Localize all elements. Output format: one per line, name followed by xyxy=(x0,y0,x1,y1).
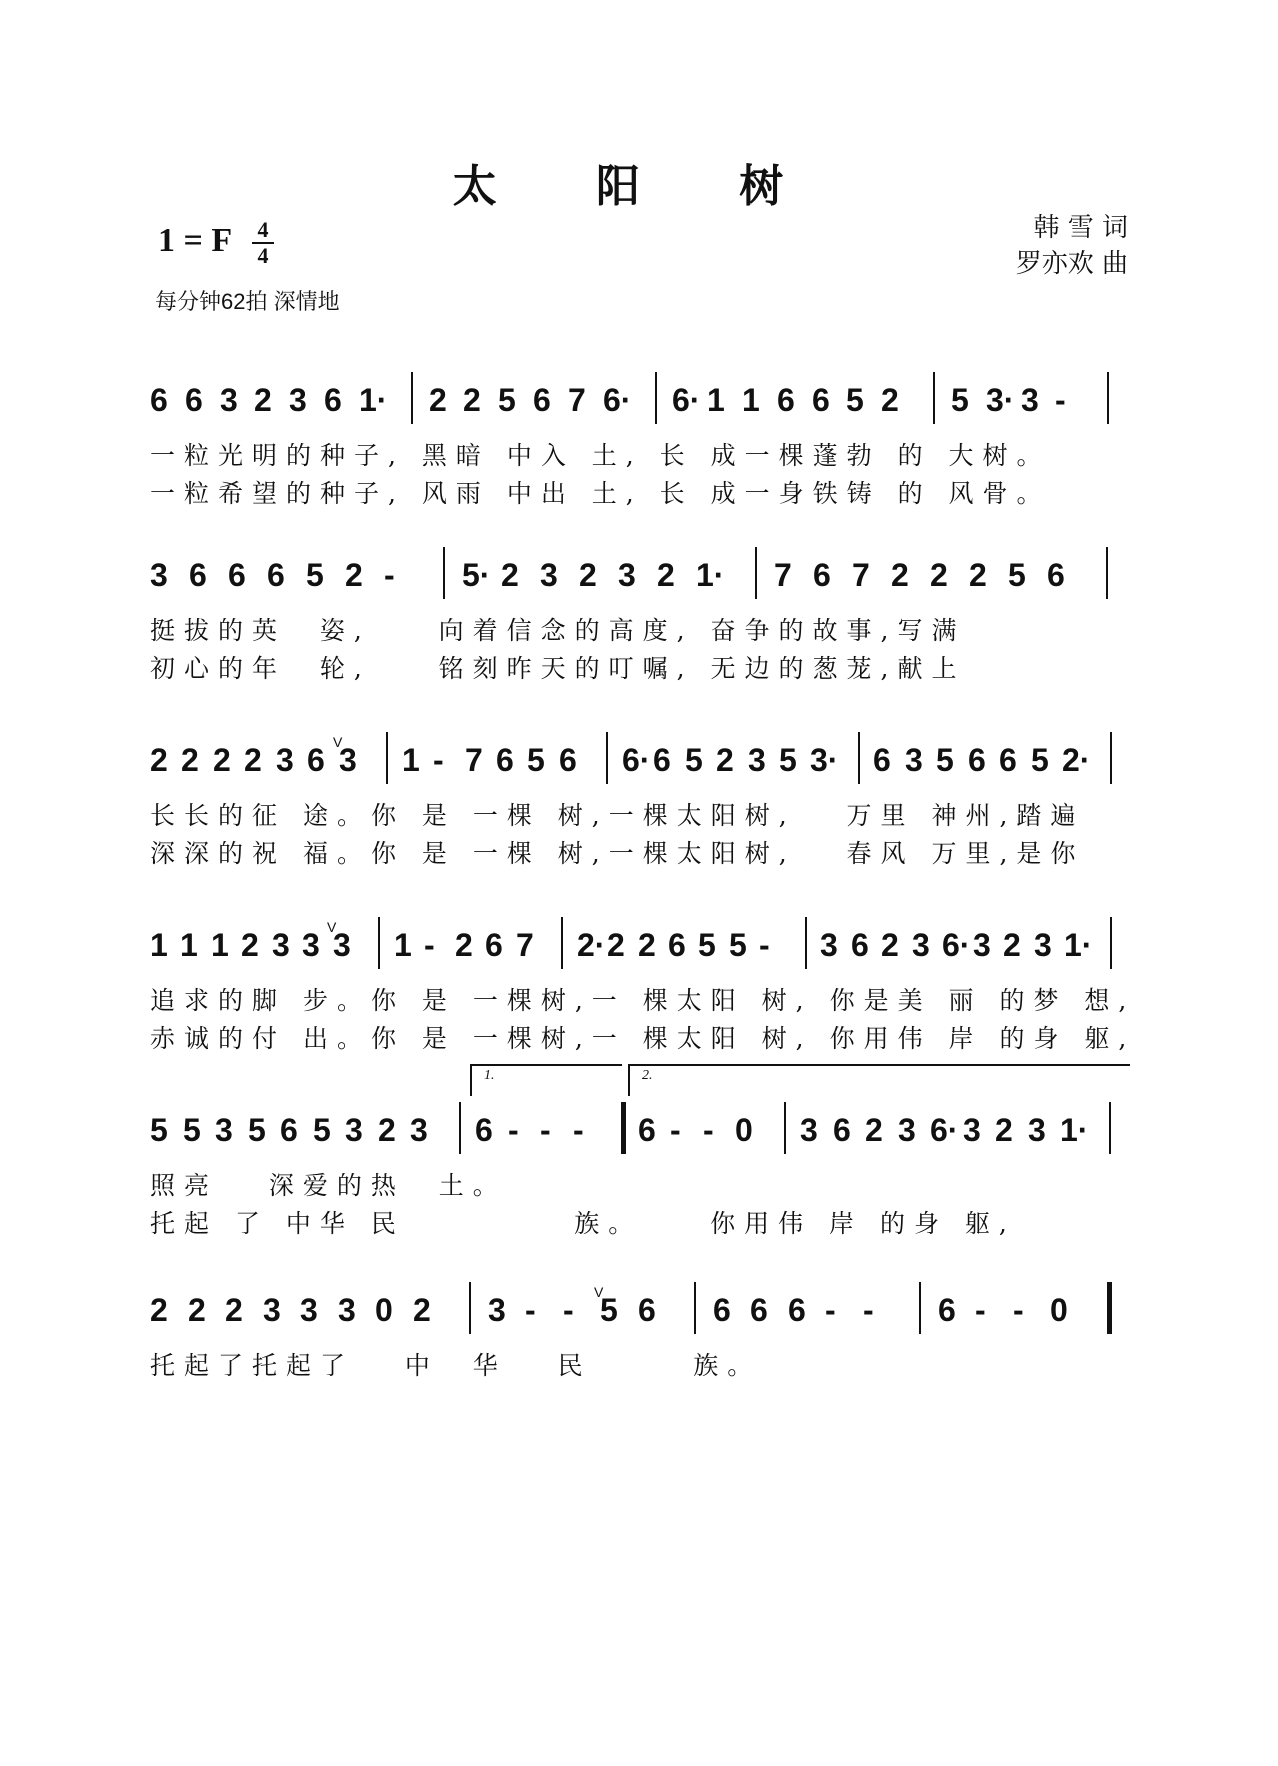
note: 0 xyxy=(375,1292,393,1328)
barline xyxy=(469,1282,471,1334)
note: 6 xyxy=(788,1292,806,1328)
note: 5 xyxy=(1031,742,1049,778)
note: 6 xyxy=(999,742,1017,778)
note: 2 xyxy=(881,927,899,963)
note: 6· xyxy=(622,742,651,778)
note: 3 xyxy=(289,382,307,418)
note: 3 xyxy=(215,1112,233,1148)
note: 1· xyxy=(696,557,725,593)
note: 5· xyxy=(462,557,491,593)
lyric-verse-2: 一粒希望的种子, 风雨 中出 土, 长 成一身铁铸 的 风骨。 xyxy=(150,479,1051,508)
note: 1 xyxy=(707,382,725,418)
song-title: 太 阳 树 xyxy=(452,161,826,212)
note: 1· xyxy=(1064,927,1093,963)
lyric-verse-1: 一粒光明的种子, 黑暗 中入 土, 长 成一棵蓬勃 的 大树。 xyxy=(150,441,1051,470)
barline xyxy=(621,1102,626,1154)
note: 6 xyxy=(475,1112,493,1148)
note-extension: - xyxy=(863,1292,874,1328)
breath-mark: V xyxy=(594,1284,604,1300)
note: 3 xyxy=(820,927,838,963)
note: 3 xyxy=(338,1292,356,1328)
note: 2· xyxy=(577,927,606,963)
note: 5 xyxy=(685,742,703,778)
note: 2 xyxy=(150,1292,168,1328)
breath-mark: V xyxy=(333,734,343,750)
score-row-1 xyxy=(150,380,1130,508)
barline xyxy=(411,372,413,424)
note: 1 xyxy=(394,927,412,963)
note: 6· xyxy=(942,927,971,963)
note: 6· xyxy=(603,382,632,418)
breath-mark: V xyxy=(327,919,337,935)
note: 2 xyxy=(241,927,259,963)
note: 2 xyxy=(969,557,987,593)
barline xyxy=(606,732,608,784)
lyric-verse-1: 长长的征 途。你 是 一棵 树,一棵太阳树, 万里 神州,踏遍 xyxy=(150,801,1085,830)
note: 6 xyxy=(777,382,795,418)
note-extension: - xyxy=(825,1292,836,1328)
note: 3 xyxy=(345,1112,363,1148)
lyricist: 韩 雪 词 xyxy=(1033,213,1128,243)
note: 6 xyxy=(813,557,831,593)
note-extension: - xyxy=(563,1292,574,1328)
note: 2 xyxy=(638,927,656,963)
note: 5 xyxy=(779,742,797,778)
note: 2 xyxy=(254,382,272,418)
key-signature: 1 = F xyxy=(158,222,233,259)
note: 5 xyxy=(951,382,969,418)
note: 6· xyxy=(930,1112,959,1148)
note: 3· xyxy=(986,382,1015,418)
barline xyxy=(1110,917,1112,969)
note: 5 xyxy=(183,1112,201,1148)
note: 6 xyxy=(280,1112,298,1148)
note: 6 xyxy=(496,742,514,778)
note: 2 xyxy=(607,927,625,963)
note: 3 xyxy=(410,1112,428,1148)
note: 1 xyxy=(402,742,420,778)
time-signature-bottom: 4 xyxy=(257,243,269,268)
note: 2 xyxy=(657,557,675,593)
note: 7 xyxy=(465,742,483,778)
note: 6 xyxy=(485,927,503,963)
note: 2 xyxy=(463,382,481,418)
note-extension: - xyxy=(975,1292,986,1328)
note: 3 xyxy=(333,927,351,963)
barline xyxy=(1109,1102,1111,1154)
note-extension: - xyxy=(703,1112,714,1148)
barline xyxy=(1107,1282,1112,1334)
note: 2 xyxy=(181,742,199,778)
barline xyxy=(933,372,935,424)
note: 5 xyxy=(527,742,545,778)
note: 5 xyxy=(729,927,747,963)
note: 6 xyxy=(968,742,986,778)
note: 2 xyxy=(413,1292,431,1328)
note-extension: - xyxy=(384,557,395,593)
note: 6 xyxy=(938,1292,956,1328)
note: 5 xyxy=(306,557,324,593)
note: 2 xyxy=(188,1292,206,1328)
note: 3 xyxy=(905,742,923,778)
barline xyxy=(655,372,657,424)
note: 6 xyxy=(324,382,342,418)
score-row-5 xyxy=(150,1068,1130,1238)
note: 0 xyxy=(735,1112,753,1148)
score-row-6 xyxy=(150,1284,1130,1380)
note: 2 xyxy=(579,557,597,593)
note: 3 xyxy=(276,742,294,778)
time-signature xyxy=(252,218,274,268)
note: 6 xyxy=(150,382,168,418)
note: 2 xyxy=(345,557,363,593)
note: 6 xyxy=(1047,557,1065,593)
note: 6 xyxy=(559,742,577,778)
lyric-verse-1: 照亮 深爱的热 土。 xyxy=(150,1171,507,1200)
note: 5 xyxy=(150,1112,168,1148)
note: 6 xyxy=(185,382,203,418)
lyric-verse-2: 托起 了 中华 民 族。 你用伟 岸 的身 躯, xyxy=(150,1209,1016,1238)
note: 7 xyxy=(516,927,534,963)
note: 6 xyxy=(851,927,869,963)
note-extension: - xyxy=(573,1112,584,1148)
barline xyxy=(386,732,388,784)
note: 2· xyxy=(1062,742,1091,778)
lyric-verse-2: 初心的年 轮, 铭刻昨天的叮嘱, 无边的葱茏,献上 xyxy=(150,654,966,683)
note: 3 xyxy=(912,927,930,963)
note-extension: - xyxy=(670,1112,681,1148)
barline xyxy=(443,547,445,599)
volta-second-ending: 2. xyxy=(628,1064,1130,1096)
note: 7 xyxy=(568,382,586,418)
note: 6 xyxy=(638,1292,656,1328)
note: 3 xyxy=(898,1112,916,1148)
barline xyxy=(919,1282,921,1334)
score-row-2 xyxy=(150,555,1130,683)
note: 3 xyxy=(618,557,636,593)
note: 1 xyxy=(150,927,168,963)
barline xyxy=(1110,732,1112,784)
barline xyxy=(784,1102,786,1154)
note: 2 xyxy=(455,927,473,963)
barline xyxy=(694,1282,696,1334)
note: 5 xyxy=(936,742,954,778)
note: 3 xyxy=(339,742,357,778)
note: 3 xyxy=(220,382,238,418)
note: 3 xyxy=(488,1292,506,1328)
note: 5 xyxy=(600,1292,618,1328)
tempo-marking: 每分钟62拍 深情地 xyxy=(155,289,340,314)
lyric-verse-2: 赤诚的付 出。你 是 一棵树,一 棵太阳 树, 你用伟 岸 的身 躯, xyxy=(150,1024,1136,1053)
note: 2 xyxy=(225,1292,243,1328)
note: 3· xyxy=(810,742,839,778)
note-extension: - xyxy=(1055,382,1066,418)
note: 6 xyxy=(653,742,671,778)
note-extension: - xyxy=(1013,1292,1024,1328)
note: 1· xyxy=(1060,1112,1089,1148)
note: 6 xyxy=(228,557,246,593)
note: 7 xyxy=(852,557,870,593)
time-signature-top: 4 xyxy=(257,217,269,242)
barline xyxy=(1107,372,1109,424)
note: 3 xyxy=(748,742,766,778)
note: 6 xyxy=(713,1292,731,1328)
note: 2 xyxy=(429,382,447,418)
note-extension: - xyxy=(433,742,444,778)
note: 3 xyxy=(540,557,558,593)
note: 2 xyxy=(244,742,262,778)
note: 3 xyxy=(973,927,991,963)
note: 5 xyxy=(1008,557,1026,593)
note-extension: - xyxy=(540,1112,551,1148)
barline xyxy=(755,547,757,599)
barline xyxy=(561,917,563,969)
note: 2 xyxy=(501,557,519,593)
score-row-3 xyxy=(150,734,1130,868)
note: 3 xyxy=(1028,1112,1046,1148)
note: 6 xyxy=(307,742,325,778)
barline xyxy=(805,917,807,969)
credits xyxy=(1016,210,1128,282)
note-extension: - xyxy=(525,1292,536,1328)
lyric-verse-2: 深深的祝 福。你 是 一棵 树,一棵太阳树, 春风 万里,是你 xyxy=(150,839,1085,868)
barline xyxy=(858,732,860,784)
note: 3 xyxy=(1034,927,1052,963)
note: 3 xyxy=(150,557,168,593)
note: 2 xyxy=(865,1112,883,1148)
note: 1· xyxy=(359,382,388,418)
note: 2 xyxy=(1003,927,1021,963)
note: 2 xyxy=(150,742,168,778)
note: 6 xyxy=(833,1112,851,1148)
note: 3 xyxy=(963,1112,981,1148)
note: 5 xyxy=(846,382,864,418)
lyric-verse-1: 托起了托起了 中 华 民 族。 xyxy=(150,1351,762,1380)
note: 2 xyxy=(213,742,231,778)
note: 2 xyxy=(716,742,734,778)
note: 3 xyxy=(272,927,290,963)
note: 1 xyxy=(180,927,198,963)
note-extension: - xyxy=(759,927,770,963)
note: 3 xyxy=(302,927,320,963)
note-extension: - xyxy=(424,927,435,963)
barline xyxy=(1106,547,1108,599)
note: 5 xyxy=(313,1112,331,1148)
note: 2 xyxy=(995,1112,1013,1148)
barline xyxy=(459,1102,461,1154)
note: 2 xyxy=(891,557,909,593)
note: 6 xyxy=(668,927,686,963)
note: 0 xyxy=(1050,1292,1068,1328)
note: 5 xyxy=(498,382,516,418)
note: 6 xyxy=(873,742,891,778)
score-row-4 xyxy=(150,919,1136,1053)
lyric-verse-1: 追求的脚 步。你 是 一棵树,一 棵太阳 树, 你是美 丽 的梦 想, xyxy=(150,986,1136,1015)
note: 6 xyxy=(267,557,285,593)
note: 6 xyxy=(812,382,830,418)
note: 6 xyxy=(189,557,207,593)
note: 2 xyxy=(378,1112,396,1148)
note: 6 xyxy=(533,382,551,418)
lyric-verse-1: 挺拔的英 姿, 向着信念的高度, 奋争的故事,写满 xyxy=(150,616,966,645)
note: 1 xyxy=(742,382,760,418)
note: 3 xyxy=(1021,382,1039,418)
volta-first-ending: 1. xyxy=(470,1064,622,1096)
note: 2 xyxy=(881,382,899,418)
composer: 罗亦欢 曲 xyxy=(1015,249,1128,279)
note: 6· xyxy=(672,382,701,418)
note: 7 xyxy=(774,557,792,593)
barline xyxy=(378,917,380,969)
note: 3 xyxy=(300,1292,318,1328)
note: 2 xyxy=(930,557,948,593)
note: 3 xyxy=(263,1292,281,1328)
note: 1 xyxy=(211,927,229,963)
note: 3 xyxy=(800,1112,818,1148)
note: 6 xyxy=(750,1292,768,1328)
note-extension: - xyxy=(508,1112,519,1148)
note: 5 xyxy=(248,1112,266,1148)
note: 6 xyxy=(638,1112,656,1148)
note: 5 xyxy=(698,927,716,963)
